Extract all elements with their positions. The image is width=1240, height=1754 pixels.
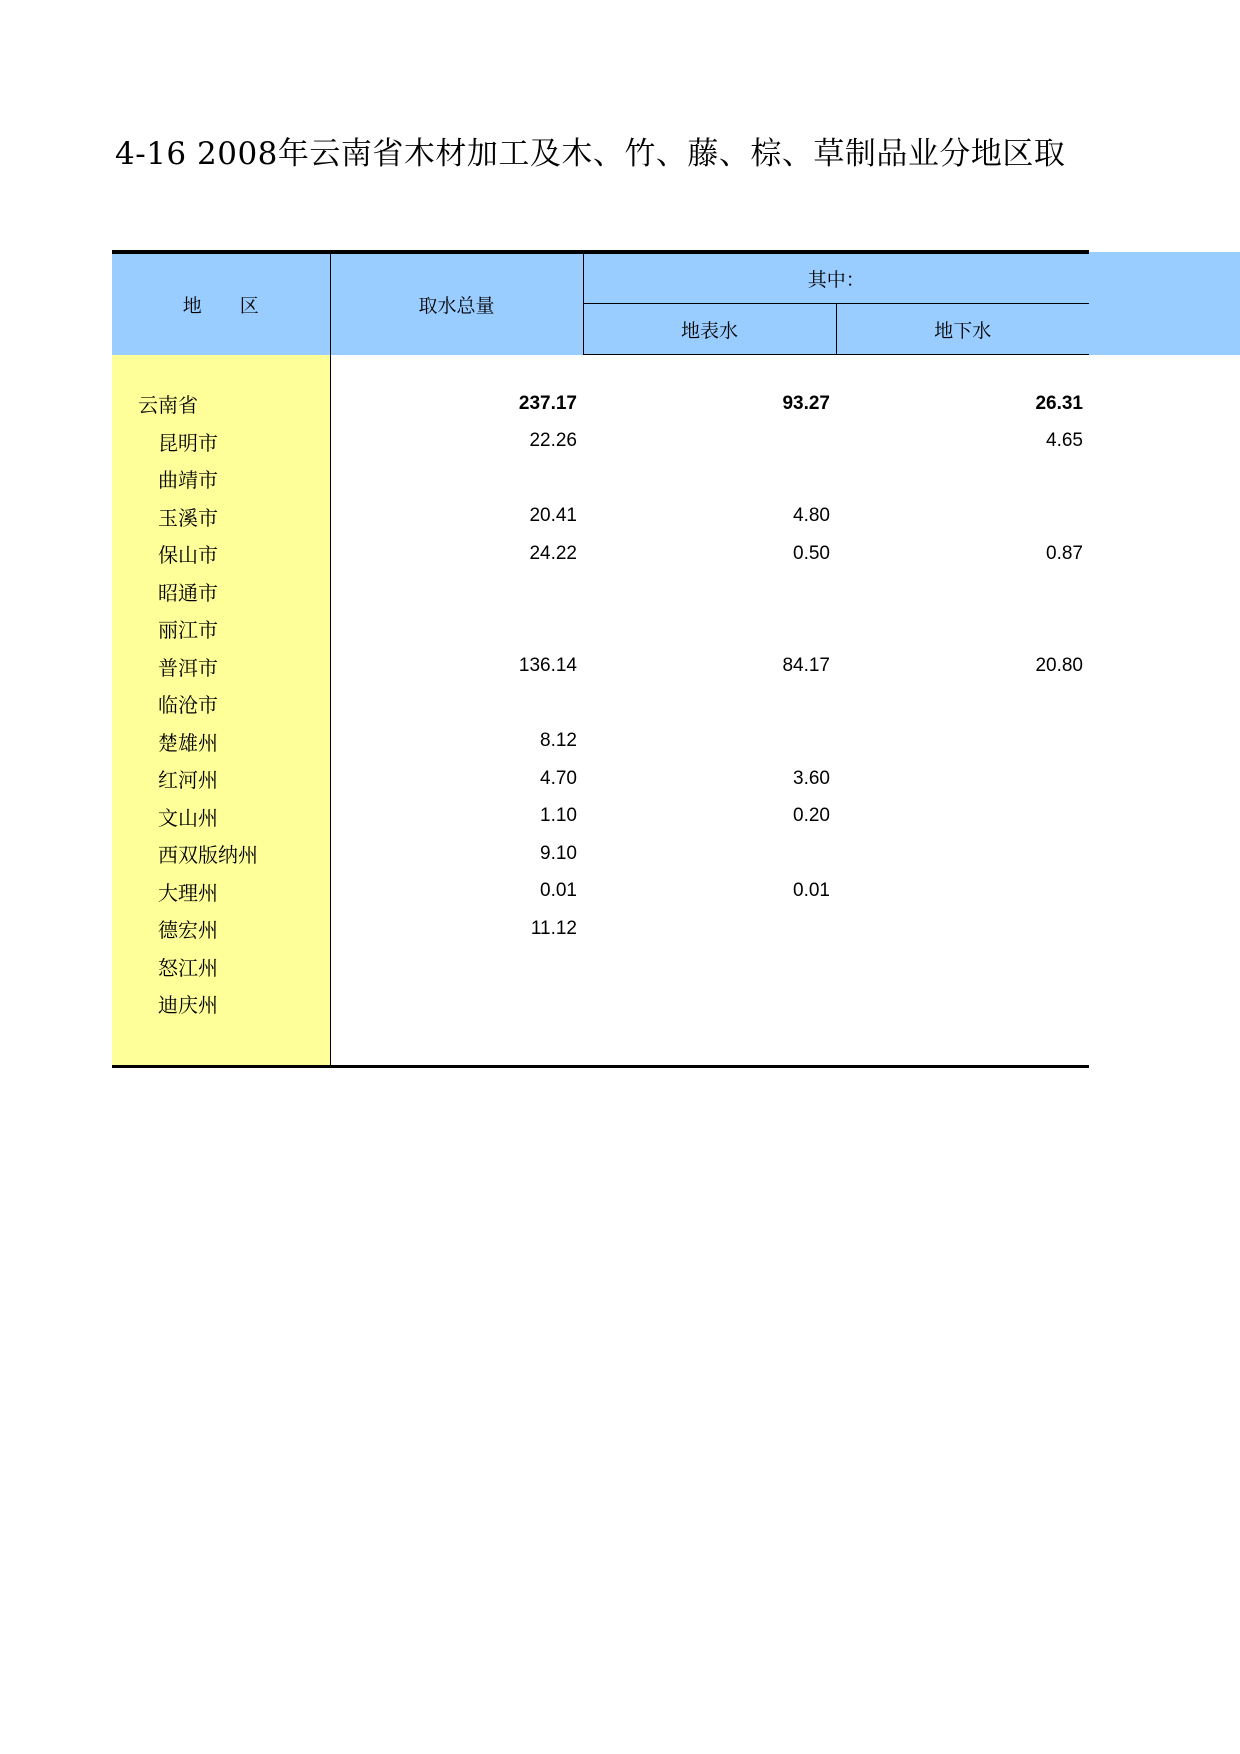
ground-water-cell xyxy=(836,573,1089,611)
total-cell: 24.22 xyxy=(330,535,583,573)
table-row xyxy=(112,423,1089,461)
surface-water-cell xyxy=(583,948,836,986)
region-cell: 红河州 xyxy=(112,760,330,798)
total-cell: 136.14 xyxy=(330,648,583,686)
total-cell xyxy=(330,948,583,986)
region-cell: 曲靖市 xyxy=(112,460,330,498)
ground-water-cell: 26.31 xyxy=(1035,392,1083,414)
surface-water-cell xyxy=(583,610,836,648)
table-row xyxy=(112,873,1089,911)
total-cell xyxy=(330,460,583,498)
surface-water-cell: 93.27 xyxy=(782,392,830,414)
spacer-row xyxy=(112,355,1089,386)
surface-water-cell xyxy=(583,835,836,873)
total-cell: 1.10 xyxy=(330,798,583,836)
table-row xyxy=(112,648,1089,686)
table-row xyxy=(112,535,1089,573)
header-extension xyxy=(1089,252,1240,355)
region-cell: 保山市 xyxy=(112,535,330,573)
region-header: 地 区 xyxy=(112,252,330,355)
surface-water-cell xyxy=(583,460,836,498)
ground-water-cell xyxy=(836,760,1089,798)
total-cell: 22.26 xyxy=(330,423,583,461)
total-cell: 11.12 xyxy=(330,910,583,948)
page-title: 4-16 2008年云南省木材加工及木、竹、藤、棕、草制品业分地区取 xyxy=(115,136,1066,172)
of-which-header: 其中： xyxy=(583,252,1089,304)
region-cell: 文山州 xyxy=(112,798,330,836)
ground-water-cell xyxy=(836,985,1089,1023)
table-row xyxy=(112,610,1089,648)
surface-water-cell xyxy=(583,910,836,948)
ground-water-cell: 20.80 xyxy=(1035,655,1083,677)
table-row xyxy=(112,760,1089,798)
region-cell: 普洱市 xyxy=(112,648,330,686)
ground-water-cell: 0.87 xyxy=(1046,542,1083,564)
region-cell: 迪庆州 xyxy=(112,985,330,1023)
ground-water-cell xyxy=(836,798,1089,836)
surface-water-cell: 0.01 xyxy=(793,880,830,902)
ground-water-cell xyxy=(836,610,1089,648)
ground-water-cell: 4.65 xyxy=(1046,430,1083,452)
ground-water-cell xyxy=(836,948,1089,986)
region-cell: 西双版纳州 xyxy=(112,835,330,873)
surface-water-cell: 84.17 xyxy=(782,655,830,677)
region-cell: 临沧市 xyxy=(112,685,330,723)
ground-water-cell xyxy=(836,835,1089,873)
total-cell xyxy=(330,985,583,1023)
surface-water-cell xyxy=(583,423,836,461)
table-row xyxy=(112,573,1089,611)
region-cell: 玉溪市 xyxy=(112,498,330,536)
total-cell xyxy=(330,685,583,723)
surface-water-cell: 0.20 xyxy=(793,805,830,827)
ground-water-cell xyxy=(836,723,1089,761)
ground-water-cell xyxy=(836,873,1089,911)
region-cell: 昆明市 xyxy=(112,423,330,461)
surface-water-cell: 0.50 xyxy=(793,542,830,564)
region-cell: 丽江市 xyxy=(112,610,330,648)
surface-water-cell xyxy=(583,685,836,723)
surface-water-cell xyxy=(583,573,836,611)
table-row xyxy=(112,685,1089,723)
total-cell xyxy=(330,610,583,648)
table-row xyxy=(112,910,1089,948)
ground-water-cell xyxy=(836,498,1089,536)
ground-water-header: 地下水 xyxy=(836,304,1089,355)
total-header: 取水总量 xyxy=(330,252,583,355)
total-cell: 0.01 xyxy=(330,873,583,911)
total-cell xyxy=(330,573,583,611)
table-row xyxy=(112,985,1089,1023)
table-row xyxy=(112,723,1089,761)
total-cell: 9.10 xyxy=(330,835,583,873)
region-cell: 德宏州 xyxy=(112,910,330,948)
region-cell: 昭通市 xyxy=(112,573,330,611)
total-cell: 237.17 xyxy=(330,385,583,423)
table-bottom-row xyxy=(112,1023,1089,1067)
ground-water-cell xyxy=(836,685,1089,723)
ground-water-cell xyxy=(836,460,1089,498)
surface-water-header: 地表水 xyxy=(583,304,836,355)
surface-water-cell xyxy=(583,723,836,761)
total-cell: 4.70 xyxy=(330,760,583,798)
table-row xyxy=(112,385,1089,423)
region-cell: 云南省 xyxy=(112,385,330,423)
table-row xyxy=(112,498,1089,536)
surface-water-cell: 3.60 xyxy=(793,767,830,789)
ground-water-cell xyxy=(836,910,1089,948)
table-row xyxy=(112,835,1089,873)
header-row-1 xyxy=(112,252,1089,304)
table-row xyxy=(112,460,1089,498)
table-row xyxy=(112,798,1089,836)
total-cell: 20.41 xyxy=(330,498,583,536)
table-row xyxy=(112,948,1089,986)
region-cell: 大理州 xyxy=(112,873,330,911)
surface-water-cell: 4.80 xyxy=(793,505,830,527)
total-cell: 8.12 xyxy=(330,723,583,761)
region-cell: 楚雄州 xyxy=(112,723,330,761)
region-cell: 怒江州 xyxy=(112,948,330,986)
water-intake-table xyxy=(112,250,1089,1068)
surface-water-cell xyxy=(583,985,836,1023)
